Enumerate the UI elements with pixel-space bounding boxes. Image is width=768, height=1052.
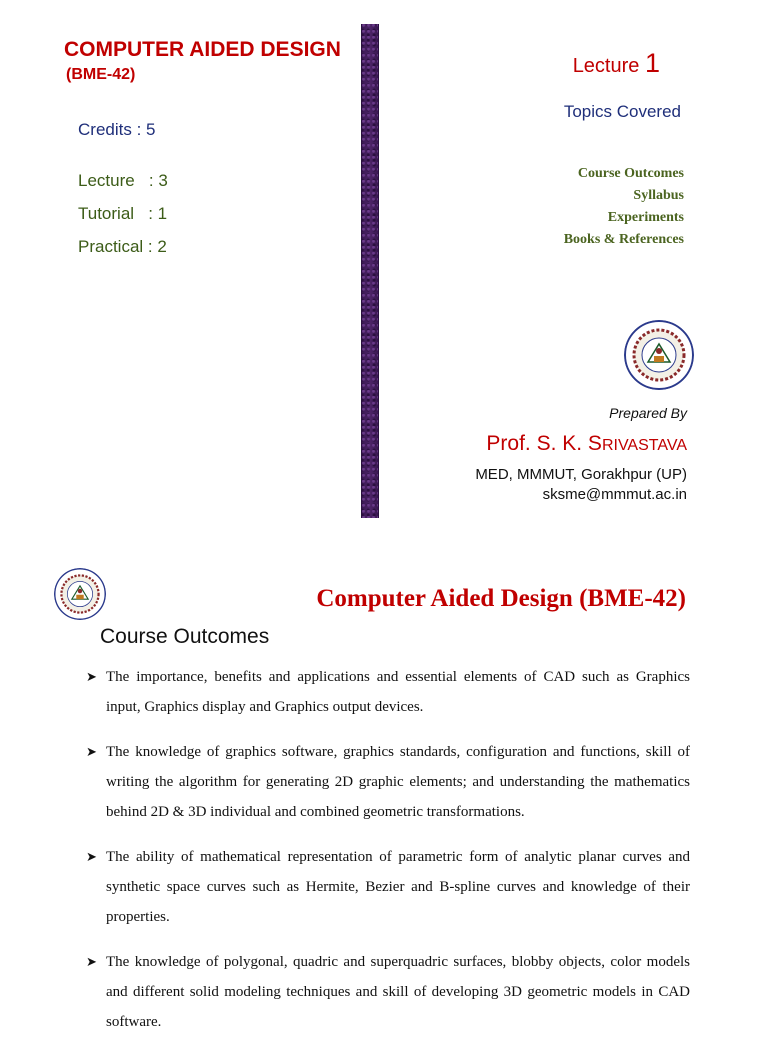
arrow-bullet-icon: ➤ <box>86 954 97 969</box>
university-seal-icon <box>624 320 694 390</box>
professor-name <box>486 432 687 456</box>
outcome-text: The ability of mathematical representation of parametric form of analytic planar curves and synthetic space curves such as Hermite, Bezier and B-spline curves and knowledge of their properties. <box>106 849 690 925</box>
practical-hours: Practical : 2 <box>78 237 167 256</box>
outcomes-list <box>86 662 690 1052</box>
topic-item: Course Outcomes <box>577 166 684 181</box>
topic-item: Syllabus <box>633 188 684 203</box>
lecture-number: 1 <box>644 48 660 78</box>
topics-list <box>564 163 684 251</box>
course-code: (BME-42) <box>66 66 136 83</box>
topic-item: Books & References <box>563 232 684 247</box>
outcome-text: The knowledge of graphics software, graphics standards, configuration and functions, skill of writing the algorithm for generating 2D graphic elements; and understanding the mathematics behind 2D & 3D individual and combined geometric transformations. <box>106 744 690 820</box>
slide-title: Computer Aided Design (BME-42) <box>316 585 686 612</box>
list-item <box>86 662 690 722</box>
decorative-divider-bar <box>361 24 379 518</box>
email-text: sksme@mmmut.ac.in <box>542 486 687 503</box>
professor-name-smallcaps: RIVASTAVA <box>601 437 687 454</box>
lecture-hours: Lecture : 3 <box>78 171 168 190</box>
topic-item: Experiments <box>607 210 684 225</box>
arrow-bullet-icon: ➤ <box>86 669 97 684</box>
outcome-text: The importance, benefits and applications and essential elements of CAD such as Graphics input, Graphics display and Graphics output devices. <box>106 669 690 715</box>
list-item <box>86 737 690 827</box>
arrow-bullet-icon: ➤ <box>86 849 97 864</box>
outcome-text: The knowledge of polygonal, quadric and superquadric surfaces, blobby objects, color models and different solid modeling techniques and skill of developing 3D geometric models in CAD software. <box>106 954 690 1030</box>
prepared-by-label: Prepared By <box>609 405 687 421</box>
lecture-label: Lecture <box>572 55 640 77</box>
university-seal-icon <box>54 568 106 620</box>
topics-heading: Topics Covered <box>563 102 681 121</box>
arrow-bullet-icon: ➤ <box>86 744 97 759</box>
department-text: MED, MMMUT, Gorakhpur (UP) <box>475 466 687 483</box>
tutorial-hours: Tutorial : 1 <box>78 204 168 223</box>
course-title: COMPUTER AIDED DESIGN <box>64 38 341 61</box>
lecture-heading <box>573 48 660 79</box>
professor-name-prefix: Prof. S. K. S <box>486 432 602 455</box>
section-heading: Course Outcomes <box>100 625 270 648</box>
list-item <box>86 842 690 932</box>
credits-text: Credits : 5 <box>78 120 156 139</box>
